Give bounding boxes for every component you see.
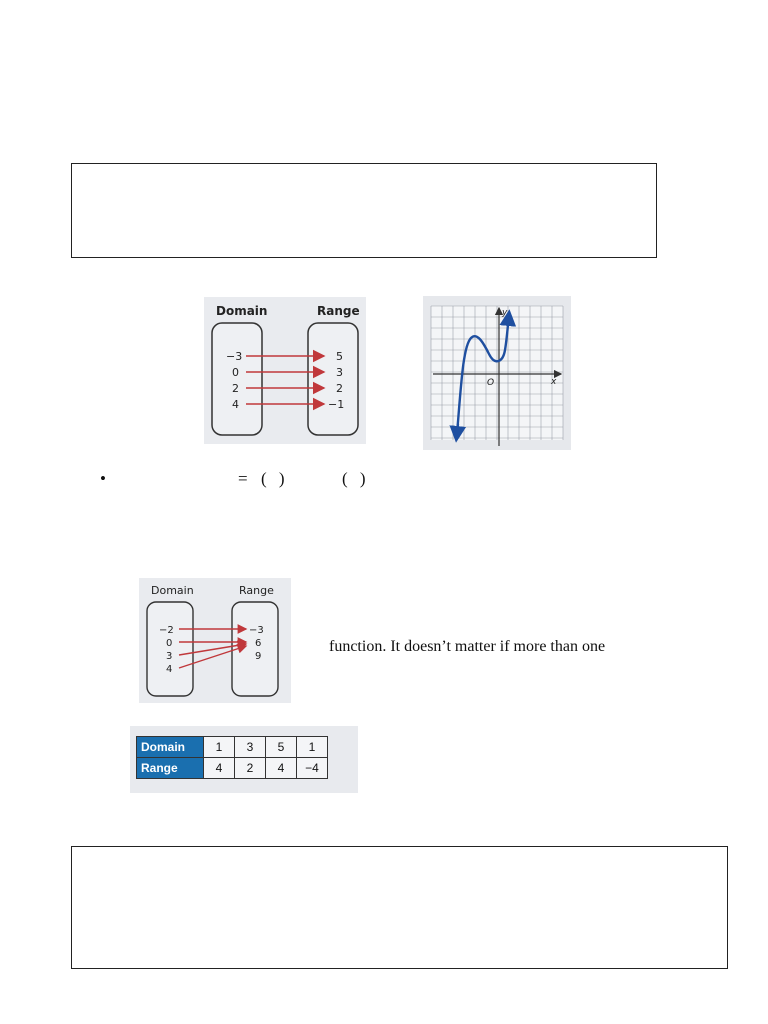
range-oval (308, 323, 358, 435)
equals-sign: = (238, 469, 248, 488)
domain-oval (212, 323, 262, 435)
bullet-marker: • (100, 469, 106, 488)
table-cell: 2 (235, 758, 266, 779)
range-header: Range (239, 584, 274, 597)
domain-oval (147, 602, 193, 696)
domain-range-table (136, 736, 328, 779)
bottom-note-box (71, 846, 728, 969)
table-row (137, 737, 328, 758)
range-value: 2 (336, 382, 343, 395)
domain-range-table-photo (130, 726, 358, 793)
x-axis-label: x (551, 377, 557, 387)
table-cell: 4 (266, 758, 297, 779)
domain-header: Domain (216, 304, 268, 318)
table-cell: −4 (297, 758, 328, 779)
range-value: 5 (336, 350, 343, 363)
range-value: −3 (249, 625, 264, 636)
origin-label: O (487, 378, 495, 388)
parentheses-1: ( ) (261, 469, 289, 488)
mapping-diagram-1 (204, 297, 366, 444)
y-axis-label: y (502, 308, 508, 318)
table-row (137, 758, 328, 779)
domain-value: 3 (166, 651, 173, 662)
table-cell: 5 (266, 737, 297, 758)
table-cell: 4 (204, 758, 235, 779)
domain-value: 0 (232, 366, 239, 379)
table-row-header: Domain (137, 737, 204, 758)
domain-value: 4 (232, 398, 239, 411)
domain-value: 2 (232, 382, 239, 395)
function-sentence: function. It doesn’t matter if more than one (329, 638, 606, 655)
curve-start-arrow (457, 424, 459, 438)
range-value: 3 (336, 366, 343, 379)
range-value: 9 (255, 651, 262, 662)
range-header: Range (317, 304, 360, 318)
function-graph (423, 296, 571, 450)
domain-header: Domain (151, 584, 194, 597)
top-note-box (71, 163, 657, 258)
parentheses-2: ( ) (342, 469, 370, 488)
domain-value: 0 (166, 638, 173, 649)
table-cell: 1 (297, 737, 328, 758)
domain-value: −3 (226, 350, 243, 363)
mapping-diagram-2 (139, 578, 291, 703)
table-cell: 1 (204, 737, 235, 758)
domain-value: 4 (166, 664, 173, 675)
domain-value: −2 (159, 625, 174, 636)
table-cell: 3 (235, 737, 266, 758)
range-value: −1 (328, 398, 345, 411)
table-row-header: Range (137, 758, 204, 779)
range-value: 6 (255, 638, 262, 649)
